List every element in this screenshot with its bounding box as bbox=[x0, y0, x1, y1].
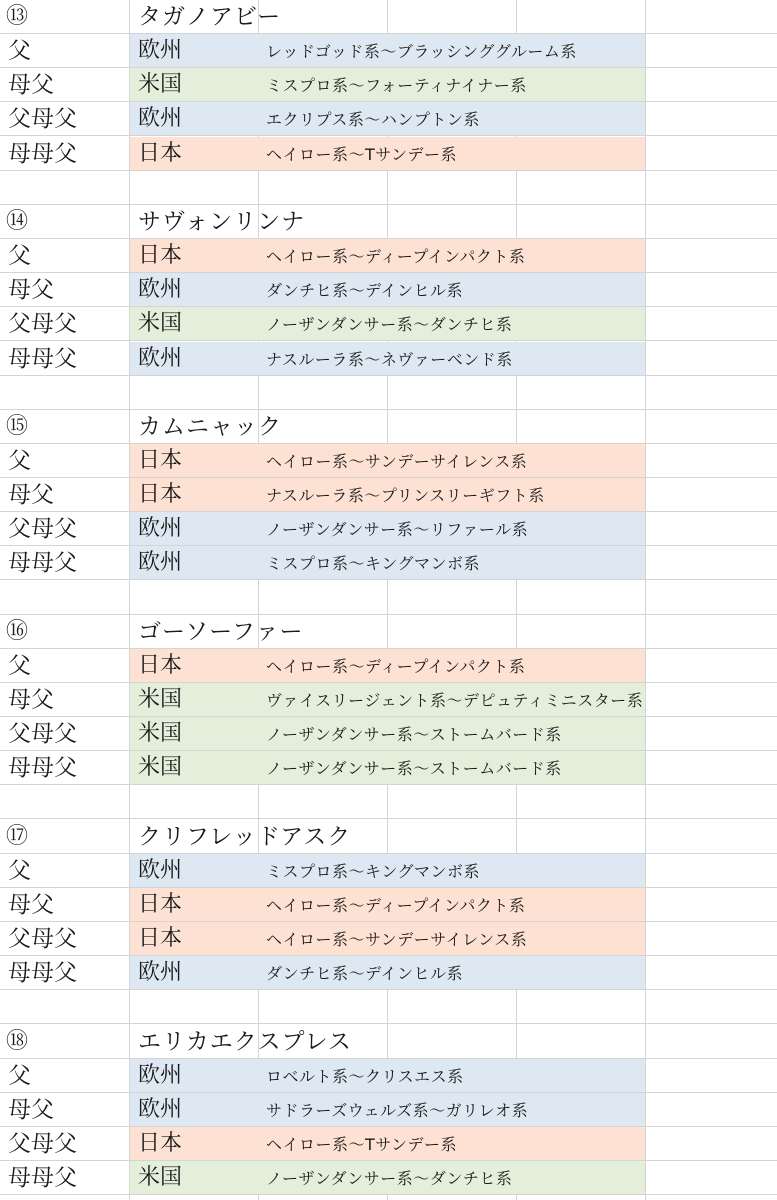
ancestor-role: 父 bbox=[8, 243, 31, 270]
ancestor-role: 母父 bbox=[8, 72, 54, 99]
ancestor-role: 母父 bbox=[8, 687, 54, 713]
sire-line: エクリプス系〜ハンプトン系 bbox=[266, 110, 480, 130]
pedigree-row bbox=[0, 1059, 777, 1093]
ancestor-role: 父 bbox=[8, 447, 31, 474]
pedigree-row bbox=[0, 717, 777, 751]
sire-line: ノーザンダンサー系〜ダンチヒ系 bbox=[266, 1169, 513, 1189]
ancestor-role: 父母父 bbox=[8, 516, 77, 543]
pedigree-row bbox=[0, 683, 777, 717]
horse-name: カムニャック bbox=[138, 413, 282, 440]
region-label: 日本 bbox=[138, 891, 183, 917]
pedigree-row bbox=[0, 956, 777, 990]
sire-line: ヘイロー系〜ディープインパクト系 bbox=[266, 656, 526, 676]
pedigree-row bbox=[0, 444, 777, 478]
ancestor-role: 父 bbox=[8, 38, 31, 65]
horse-name: ゴーソーファー bbox=[138, 618, 304, 645]
pedigree-row bbox=[0, 512, 777, 546]
region-label: 欧州 bbox=[138, 1062, 183, 1088]
pedigree-row bbox=[0, 1093, 777, 1127]
sire-line: ヘイロー系〜ディープインパクト系 bbox=[266, 895, 526, 915]
sire-line: ノーザンダンサー系〜ダンチヒ系 bbox=[266, 315, 513, 335]
ancestor-role: 父母父 bbox=[8, 721, 77, 748]
sire-line: ダンチヒ系〜デインヒル系 bbox=[266, 964, 464, 984]
region-label: 米国 bbox=[138, 311, 183, 337]
sire-line: ノーザンダンサー系〜ストームバード系 bbox=[266, 725, 562, 745]
region-label: 米国 bbox=[138, 721, 183, 747]
pedigree-row bbox=[0, 34, 777, 68]
region-label: 欧州 bbox=[138, 345, 183, 371]
sire-line: レッドゴッド系〜ブラッシンググルーム系 bbox=[266, 42, 577, 62]
sire-line: ナスルーラ系〜プリンスリーギフト系 bbox=[266, 486, 545, 506]
sire-line: ヴァイスリージェント系〜デピュティミニスター系 bbox=[266, 691, 644, 710]
horse-header-row bbox=[0, 205, 777, 239]
blank-row bbox=[0, 990, 777, 1024]
ancestor-role: 母母父 bbox=[8, 755, 77, 782]
ancestor-role: 母母父 bbox=[8, 345, 77, 372]
region-label: 日本 bbox=[138, 482, 183, 508]
ancestor-role: 父母父 bbox=[8, 106, 77, 133]
sire-line: サドラーズウェルズ系〜ガリレオ系 bbox=[266, 1100, 529, 1120]
region-label: 日本 bbox=[138, 926, 183, 952]
horse-header-row bbox=[0, 1025, 777, 1059]
horse-number: ⑱ bbox=[6, 1028, 29, 1054]
region-label: 日本 bbox=[138, 140, 183, 166]
ancestor-role: 父 bbox=[8, 857, 31, 884]
sire-line: ヘイロー系〜ディープインパクト系 bbox=[266, 247, 526, 267]
sire-line: ミスプロ系〜フォーティナイナー系 bbox=[266, 76, 527, 96]
sire-line: ヘイロー系〜サンデーサイレンス系 bbox=[266, 930, 528, 950]
ancestor-role: 父 bbox=[8, 1062, 31, 1089]
ancestor-role: 父 bbox=[8, 652, 31, 679]
pedigree-row bbox=[0, 546, 777, 580]
ancestor-role: 母母父 bbox=[8, 140, 77, 167]
region-label: 欧州 bbox=[138, 106, 183, 132]
blank-row bbox=[0, 581, 777, 615]
horse-number: ⑭ bbox=[6, 208, 29, 234]
horse-name: クリフレッドアスク bbox=[138, 823, 352, 850]
ancestor-role: 母父 bbox=[8, 891, 54, 918]
sire-line: ロベルト系〜クリスエス系 bbox=[266, 1066, 464, 1086]
region-label: 欧州 bbox=[138, 38, 183, 64]
sire-line: ナスルーラ系〜ネヴァーベンド系 bbox=[266, 349, 513, 369]
region-label: 米国 bbox=[138, 1165, 183, 1191]
horse-header-row bbox=[0, 820, 777, 854]
ancestor-role: 父母父 bbox=[8, 926, 77, 953]
horse-name: タガノアビー bbox=[138, 4, 282, 30]
pedigree-row bbox=[0, 649, 777, 683]
sire-line: ダンチヒ系〜デインヒル系 bbox=[266, 281, 464, 301]
pedigree-row bbox=[0, 102, 777, 136]
sire-line: ミスプロ系〜キングマンボ系 bbox=[266, 554, 481, 574]
region-label: 欧州 bbox=[138, 960, 183, 986]
pedigree-row bbox=[0, 239, 777, 273]
ancestor-role: 母母父 bbox=[8, 550, 77, 577]
pedigree-row bbox=[0, 68, 777, 102]
ancestor-role: 母父 bbox=[8, 482, 54, 509]
horse-number: ⑮ bbox=[6, 413, 29, 439]
sire-line: ノーザンダンサー系〜リファール系 bbox=[266, 520, 529, 540]
ancestor-role: 母父 bbox=[8, 1096, 54, 1123]
region-label: 米国 bbox=[138, 687, 183, 712]
region-label: 欧州 bbox=[138, 857, 183, 883]
blank-row bbox=[0, 376, 777, 410]
region-label: 欧州 bbox=[138, 550, 183, 576]
pedigree-row bbox=[0, 751, 777, 785]
horse-header-row bbox=[0, 0, 777, 34]
horse-number: ⑬ bbox=[6, 4, 29, 29]
sire-line: ヘイロー系〜サンデーサイレンス系 bbox=[266, 451, 528, 471]
region-label: 欧州 bbox=[138, 277, 183, 303]
region-label: 日本 bbox=[138, 1130, 183, 1156]
horse-number: ⑯ bbox=[6, 618, 29, 644]
region-label: 米国 bbox=[138, 755, 183, 781]
ancestor-role: 父母父 bbox=[8, 1130, 77, 1157]
sire-line: ノーザンダンサー系〜ストームバード系 bbox=[266, 759, 562, 779]
pedigree-row bbox=[0, 922, 777, 956]
pedigree-row bbox=[0, 273, 777, 307]
blank-row bbox=[0, 785, 777, 819]
ancestor-role: 母母父 bbox=[8, 1165, 77, 1192]
region-label: 日本 bbox=[138, 447, 183, 473]
sire-line: ヘイロー系〜Tサンデー系 bbox=[266, 1134, 457, 1154]
region-label: 日本 bbox=[138, 243, 183, 269]
region-label: 米国 bbox=[138, 72, 183, 98]
pedigree-row bbox=[0, 1161, 777, 1195]
region-label: 欧州 bbox=[138, 1096, 183, 1122]
pedigree-row bbox=[0, 307, 777, 341]
blank-row bbox=[0, 171, 777, 205]
sire-line: ミスプロ系〜キングマンボ系 bbox=[266, 861, 481, 881]
pedigree-row bbox=[0, 478, 777, 512]
horse-name: エリカエクスプレス bbox=[138, 1028, 352, 1055]
horse-name: サヴォンリンナ bbox=[138, 208, 306, 235]
region-label: 欧州 bbox=[138, 516, 183, 542]
pedigree-row bbox=[0, 888, 777, 922]
pedigree-row bbox=[0, 1127, 777, 1161]
pedigree-row bbox=[0, 854, 777, 888]
horse-header-row bbox=[0, 615, 777, 649]
horse-header-row bbox=[0, 410, 777, 444]
pedigree-row bbox=[0, 137, 777, 171]
ancestor-role: 父母父 bbox=[8, 311, 77, 338]
ancestor-role: 母母父 bbox=[8, 960, 77, 987]
region-label: 日本 bbox=[138, 652, 183, 678]
sire-line: ヘイロー系〜Tサンデー系 bbox=[266, 144, 457, 164]
horse-number: ⑰ bbox=[6, 823, 29, 849]
ancestor-role: 母父 bbox=[8, 277, 54, 304]
pedigree-row bbox=[0, 342, 777, 376]
